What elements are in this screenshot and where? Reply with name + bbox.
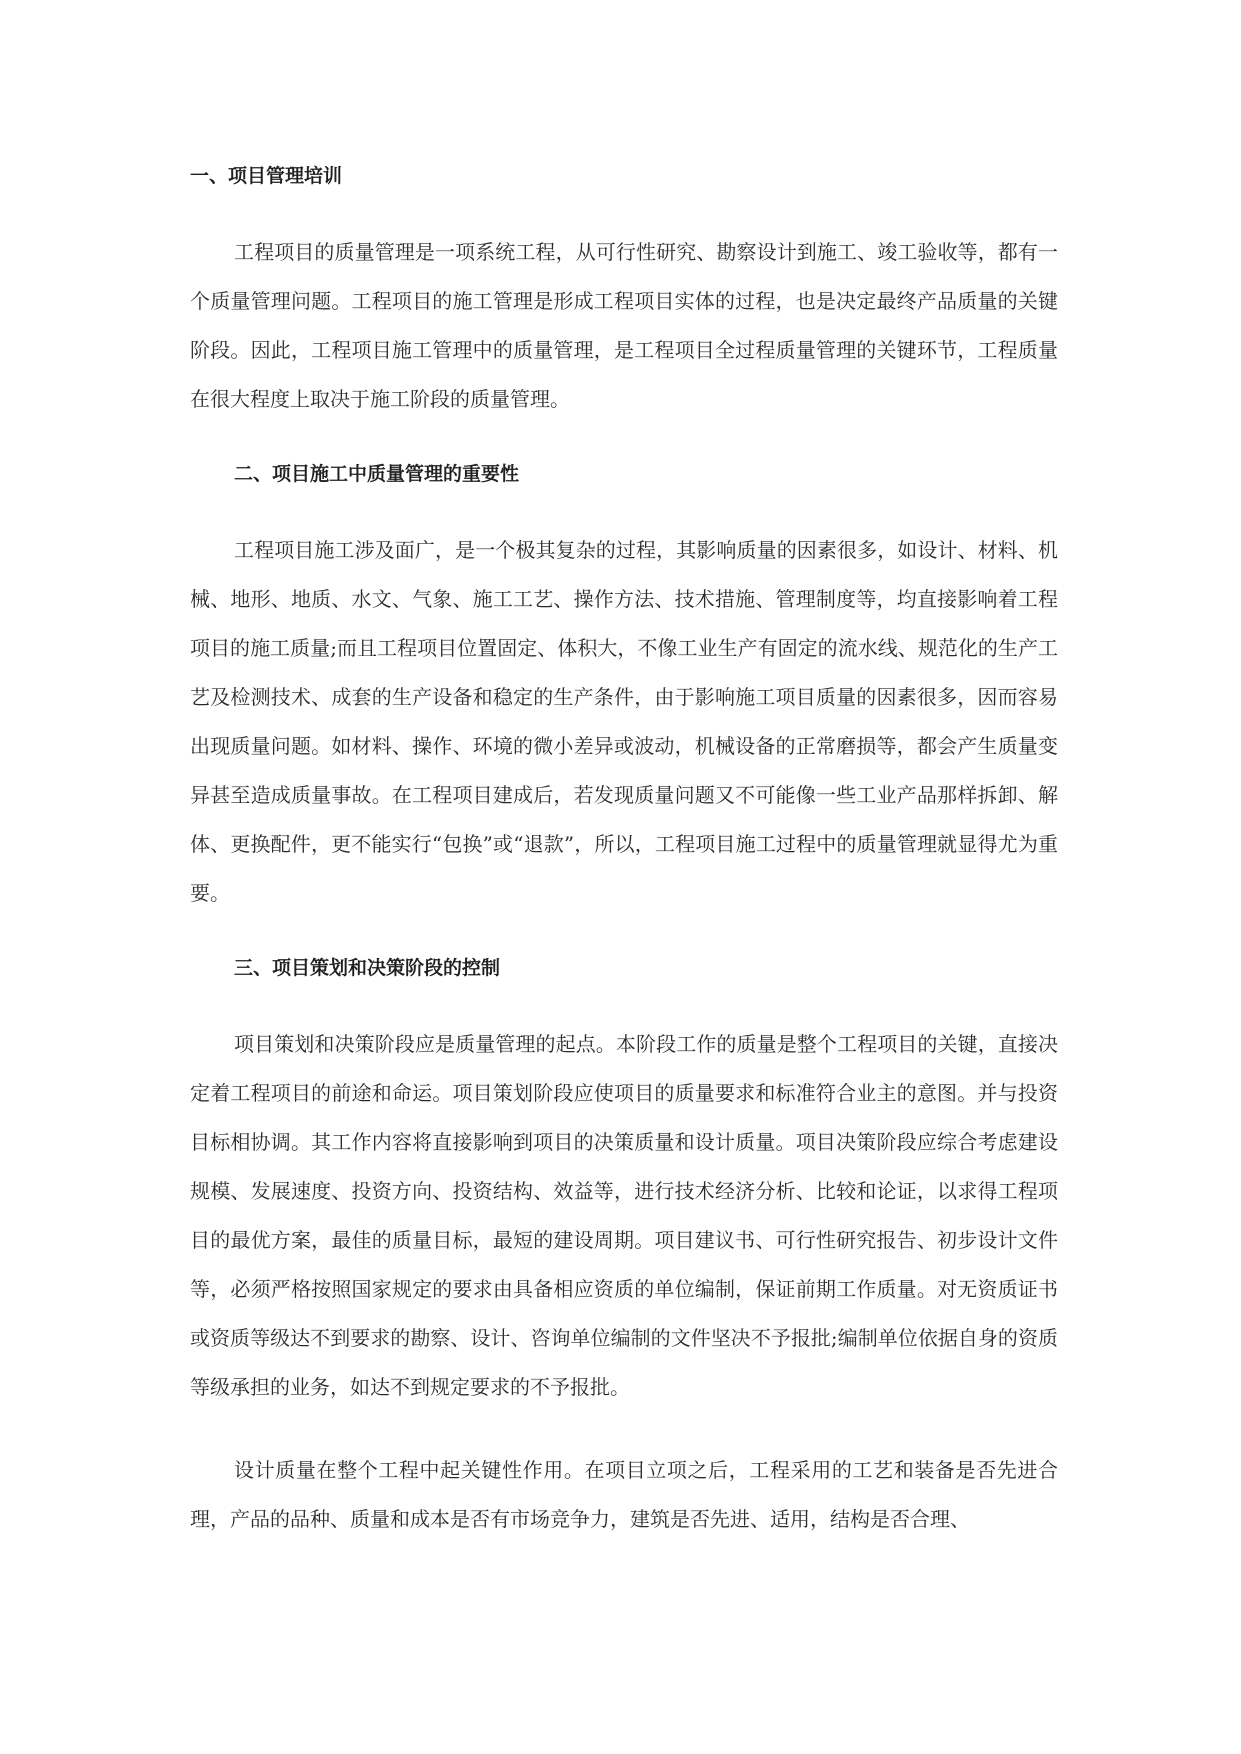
section-2: [190, 458, 1058, 918]
section-heading: 一、项目管理培训: [190, 165, 343, 187]
section-paragraph: 设计质量在整个工程中起关键性作用。在项目立项之后，工程采用的工艺和装备是否先进合理，产品的品种、质量和成本是否有市场竞争力，建筑是否先进、适用，结构是否合理、: [190, 1458, 1058, 1531]
document-body: [190, 160, 1058, 1544]
section-1: [190, 160, 1058, 424]
section-paragraph: 工程项目施工涉及面广，是一个极其复杂的过程，其影响质量的因素很多，如设计、材料、机械、地形、地质、水文、气象、施工工艺、操作方法、技术措施、管理制度等，均直接影响着工程项目的施工质量;而且工程项目位置固定、体积大，不像工业生产有固定的流水线、规范化的生产工艺及检测技术、成套的生产设备和稳定的生产条件，由于影响施工项目质量的因素很多，因而容易出现质量问题。如材料、操作、环境的微小差异或波动，机械设备的正常磨损等，都会产生质量变异甚至造成质量事故。在工程项目建成后，若发现质量问题又不可能像一些工业产品那样拆卸、解体、更换配件，更不能实行“包换”或“退款”，所以，工程项目施工过程中的质量管理就显得尤为重要。: [190, 538, 1058, 905]
section-heading: 三、项目策划和决策阶段的控制: [234, 957, 501, 979]
section-heading: 二、项目施工中质量管理的重要性: [234, 463, 520, 485]
section-3: [190, 952, 1058, 1544]
section-paragraph: 项目策划和决策阶段应是质量管理的起点。本阶段工作的质量是整个工程项目的关键，直接决定着工程项目的前途和命运。项目策划阶段应使项目的质量要求和标准符合业主的意图。并与投资目标相协调。其工作内容将直接影响到项目的决策质量和设计质量。项目决策阶段应综合考虑建设规模、发展速度、投资方向、投资结构、效益等，进行技术经济分析、比较和论证，以求得工程项目的最优方案，最佳的质量目标，最短的建设周期。项目建议书、可行性研究报告、初步设计文件等，必须严格按照国家规定的要求由具备相应资质的单位编制，保证前期工作质量。对无资质证书或资质等级达不到要求的勘察、设计、咨询单位编制的文件坚决不予报批;编制单位依据自身的资质等级承担的业务，如达不到规定要求的不予报批。: [190, 1032, 1058, 1399]
section-paragraph: 工程项目的质量管理是一项系统工程，从可行性研究、勘察设计到施工、竣工验收等，都有一个质量管理问题。工程项目的施工管理是形成工程项目实体的过程，也是决定最终产品质量的关键阶段。因此，工程项目施工管理中的质量管理，是工程项目全过程质量管理的关键环节，工程质量在很大程度上取决于施工阶段的质量管理。: [190, 240, 1058, 411]
